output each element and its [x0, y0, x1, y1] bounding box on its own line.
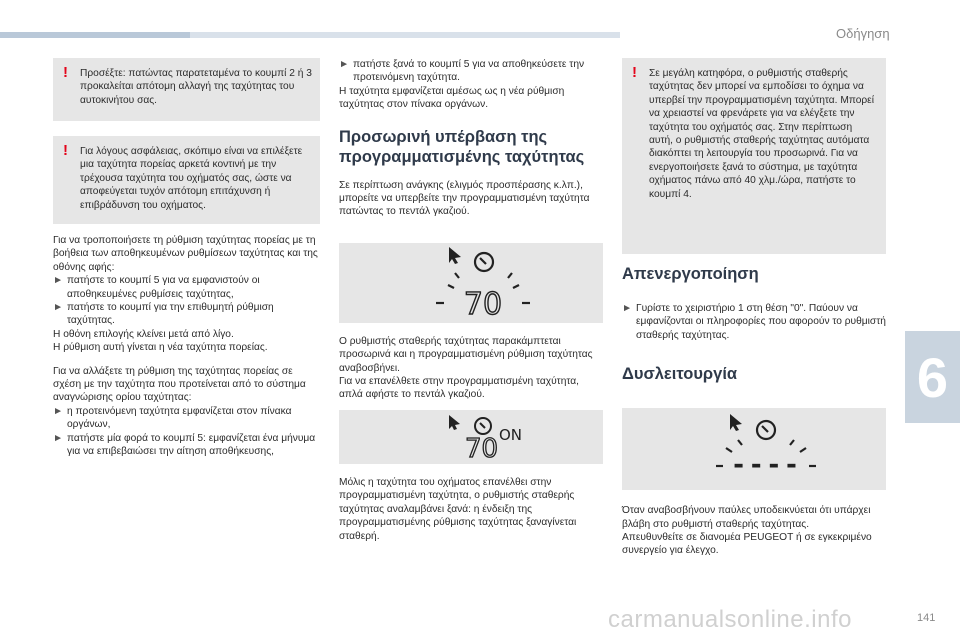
paragraph: Μόλις η ταχύτητα του οχήματος επανέλθει στην προγραμματισμένη ταχύτητα, ο ρυθμιστής σταθερής ταχύτητας αναλαμβάνει ξανά: η ένδειξη της προγραμματισμένης ρύθμισης ταχύτητας ξαναγίνεται σταθερή.	[339, 476, 577, 542]
figure-speed-resume	[339, 410, 603, 464]
watermark: carmanualsonline.info	[608, 606, 852, 633]
figure-malfunction	[622, 408, 886, 490]
bullet-arrow-icon: ►	[622, 303, 633, 314]
warning-box-2	[53, 136, 320, 224]
list-item: ► πατήστε το κουμπί για την επιθυμητή ρύθμιση ταχύτητας.	[53, 302, 274, 327]
bullet-arrow-icon: ►	[53, 432, 64, 444]
warning-box-3	[622, 58, 886, 254]
paragraph: Η ρύθμιση αυτή γίνεται η νέα ταχύτητα πορείας.	[53, 342, 268, 354]
speed-value: 70	[465, 433, 499, 464]
warning-text: Σε μεγάλη κατηφόρα, ο ρυθμιστής σταθερής ταχύτητας δεν μπορεί να εμποδίσει το όχημα να υπερβεί την προγραμματισμένη ταχύτητα. Μπορεί να χρειαστεί να φρενάρετε για να ελέγξετε την ταχύτητα του οχήματός σας. Στην περίπτωση αυτή, ο ρυθμιστής σταθερής ταχύτητας αυτόματα διακόπτει τη λειτουργία του προσωρινά. Για να ενεργοποιήσετε ξανά το σύστημα, με ταχύτητα οχήματος πάνω από 40 χλμ./ώρα, πατήστε το κουμπί 4.	[649, 68, 874, 200]
list-item: ► πατήστε μία φορά το κουμπί 5: εμφανίζεται ένα μήνυμα για να επιβεβαιώσει την αίτηση αποθήκευσης,	[53, 432, 316, 458]
speedometer-icon	[622, 408, 886, 490]
speedometer-icon	[339, 243, 603, 323]
warning-icon: !	[632, 64, 637, 81]
bullet-arrow-icon: ►	[53, 275, 64, 287]
speed-value: 70	[463, 286, 503, 322]
warning-text: Προσέξτε: πατώντας παρατεταμένα το κουμπί 2 ή 3 προκαλείται απότομη αλλαγή της ταχύτητας του αυτοκινήτου σας.	[80, 68, 312, 106]
speedometer-icon	[339, 410, 603, 464]
column-1	[53, 58, 320, 459]
list-item: ► Γυρίστε το χειριστήριο 1 στη θέση "0". Παύουν να εμφανίζονται οι πληροφορίες που αφορούν το ρυθμιστή σταθερής ταχύτητας.	[622, 303, 886, 341]
speed-value: ----	[730, 450, 802, 481]
paragraph: Ο ρυθμιστής σταθερής ταχύτητας παρακάμπτεται προσωρινά και η προγραμματισμένη ρύθμιση ταχύτητας αναβοσβήνει.	[339, 335, 593, 374]
section-title: Οδήγηση	[836, 26, 890, 41]
list-item: ► πατήστε ξανά το κουμπί 5 για να αποθηκεύσετε την προτεινόμενη ταχύτητα.	[339, 59, 585, 84]
warning-box-1	[53, 58, 320, 121]
section-heading: Απενεργοποίηση	[622, 265, 759, 283]
status-on: ON	[499, 425, 523, 444]
paragraph: Όταν αναβοσβήνουν παύλες υποδεικνύεται ότι υπάρχει βλάβη στο ρυθμιστή σταθερής ταχύτητας.	[622, 505, 871, 530]
list-item: ► η προτεινόμενη ταχύτητα εμφανίζεται στον πίνακα οργάνων,	[53, 405, 292, 431]
warning-icon: !	[63, 142, 68, 159]
section-heading: Δυσλειτουργία	[622, 365, 738, 384]
warning-text: Για λόγους ασφάλειας, σκόπιμο είναι να επιλέξετε μια ταχύτητα πορείας αρκετά κοντινή με την τρέχουσα ταχύτητα του οχήματός σας, ώστε να αποφεύγεται τυχόν απότομη επιτάχυνση ή επιβράδυνση του οχήματος.	[80, 146, 303, 211]
bullet-arrow-icon: ►	[53, 302, 64, 314]
header-bar-accent	[0, 32, 190, 38]
header-bar	[0, 32, 620, 38]
warning-icon: !	[63, 64, 68, 81]
paragraph: Η οθόνη επιλογής κλείνει μετά από λίγο.	[53, 328, 234, 340]
column-3	[622, 58, 886, 558]
paragraph: Για να επανέλθετε στην προγραμματισμένη ταχύτητα, απλά αφήστε το πεντάλ γκαζιού.	[339, 376, 579, 401]
paragraph: Για να αλλάξετε τη ρύθμιση της ταχύτητας πορείας σε σχέση με την ταχύτητα που προτείνεται από το σύστημα αναγνώρισης ορίου ταχύτητας:	[53, 365, 306, 404]
paragraph: Για να τροποποιήσετε τη ρύθμιση ταχύτητας πορείας με τη βοήθεια των αποθηκευμένων ρυθμίσεων ταχύτητας και της οθόνης αφής:	[53, 235, 318, 273]
page-number: 141	[917, 612, 936, 624]
figure-speed-override	[339, 243, 603, 323]
list-item: ► πατήστε το κουμπί 5 για να εμφανιστούν οι αποθηκευμένες ρυθμίσεις ταχύτητας,	[53, 275, 260, 300]
bullet-arrow-icon: ►	[339, 59, 350, 70]
section-heading: Προσωρινή υπέρβαση της προγραμματισμένης ταχύτητας	[339, 127, 585, 166]
column-2	[339, 58, 603, 543]
paragraph: Απευθυνθείτε σε διανομέα PEUGEOT ή σε εγκεκριμένο συνεργείο για έλεγχο.	[622, 532, 872, 557]
bullet-arrow-icon: ►	[53, 405, 64, 417]
chapter-tab: 6	[905, 331, 960, 423]
paragraph: Η ταχύτητα εμφανίζεται αμέσως ως η νέα ρύθμιση ταχύτητας στον πίνακα οργάνων.	[339, 85, 565, 111]
paragraph: Σε περίπτωση ανάγκης (ελιγμός προσπέρασης κ.λπ.), μπορείτε να υπερβείτε την προγραμματισμένη ταχύτητα πατώντας το πεντάλ γκαζιού.	[339, 179, 590, 218]
